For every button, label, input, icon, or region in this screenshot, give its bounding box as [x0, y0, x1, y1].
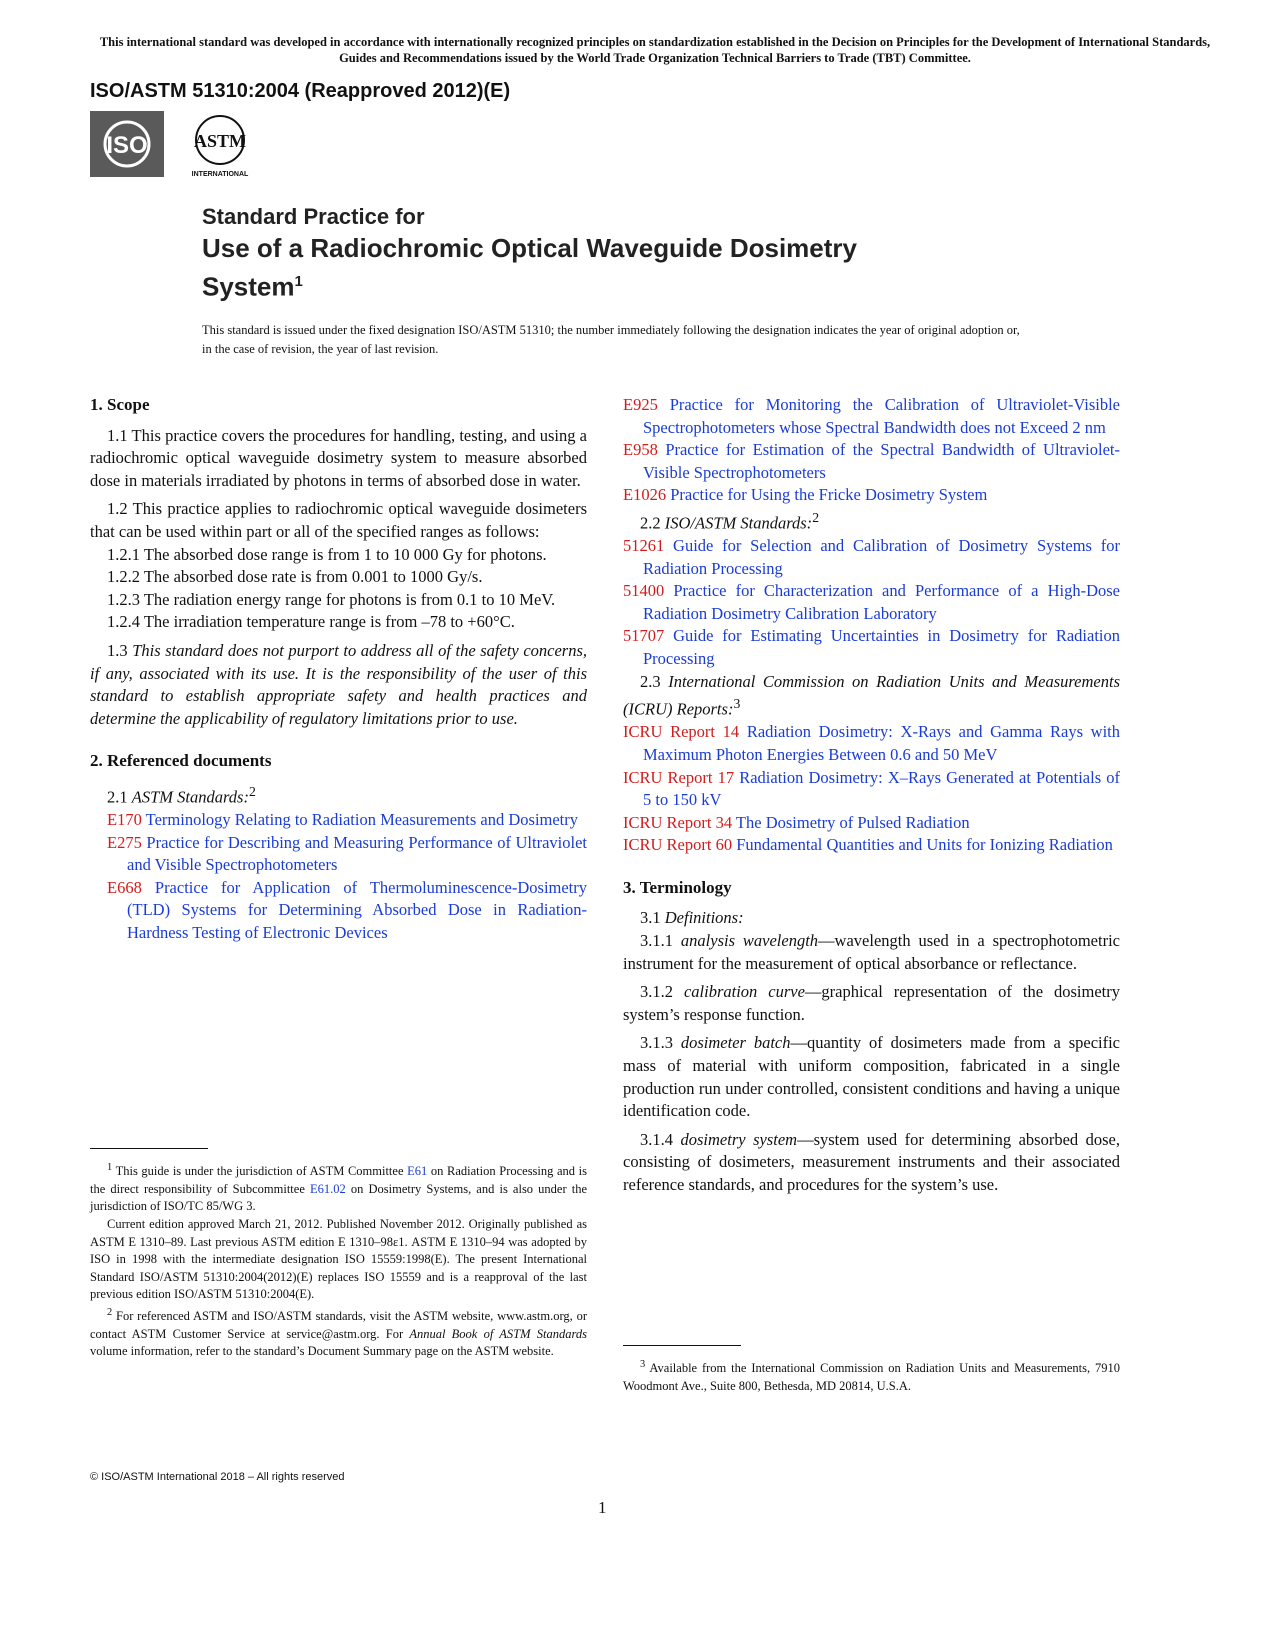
title-line-2: Use of a Radiochromic Optical Waveguide Dosimetry: [202, 233, 857, 263]
ref-e925[interactable]: E925 Practice for Monitoring the Calibration of Ultraviolet-Visible Spectrophotometers whose Spectral Bandwidth does not Exceed 2 nm: [623, 395, 1121, 437]
right-column: [623, 394, 1120, 1203]
ref-e668[interactable]: E668 Practice for Application of Thermoluminescence-Dosimetry (TLD) Systems for Determining Absorbed Dose in Radiation-Hardness Testing of Electronic Devices: [107, 877, 588, 942]
left-column: [90, 394, 587, 945]
link-e61-02[interactable]: E61.02: [310, 1181, 346, 1196]
isoastm-standards-num: 2.2: [640, 513, 661, 533]
page-number: 1: [598, 1498, 607, 1517]
ref-e958[interactable]: E958 Practice for Estimation of the Spectral Bandwidth of Ultraviolet-Visible Spectrophotometers: [623, 440, 1120, 482]
title-footnote-mark: 1: [294, 273, 303, 290]
iso-logo-text: ISO: [106, 132, 148, 159]
title-line-3: System: [202, 271, 295, 302]
footnote-rule-left: [90, 1148, 208, 1149]
scope-1-1: 1.1 This practice covers the procedures for handling, testing, and using a radiochromic optical waveguide dosimetry system to measure absorbed dose in materials irradiated by photons in terms of absorbed dose in water.: [90, 425, 587, 490]
scope-heading: 1. Scope: [90, 395, 150, 414]
scope-1-3-num: 1.3: [107, 640, 128, 660]
icru-label: International Commission on Radiation Units and Measurements (ICRU) Reports:: [623, 671, 1120, 719]
icru-mark: 3: [733, 696, 741, 712]
referenced-heading: 2. Referenced documents: [90, 751, 272, 771]
ref-51707[interactable]: 51707 Guide for Estimating Uncertainties in Dosimetry for Radiation Processing: [623, 626, 1121, 669]
definitions-num: 3.1: [640, 908, 661, 928]
astm-standards-num: 2.1: [107, 787, 128, 807]
astm-logo-text: ASTM: [193, 131, 247, 151]
ref-icru-14[interactable]: ICRU Report 14 Radiation Dosimetry: X-Rays and Gamma Rays with Maximum Photon Energies Between 0.6 and 50 MeV: [623, 722, 1120, 764]
icru-num: 2.3: [640, 671, 661, 691]
scope-1-3: This standard does not purport to address all of the safety concerns, if any, associated with its use. It is the responsibility of the user of this standard to establish appropriate safety and health practices and determine the applicability of regulatory limitations prior to use.: [90, 640, 588, 728]
trade-notice: This international standard was developed in accordance with internationally recognized principles on standardization established in the Decision on Principles for the Development of International Standards, Guides and Recommendations issued by the World Trade Organization Technical Barriers to Trade (TBT) Committee.: [99, 35, 1211, 65]
ref-e1026[interactable]: E1026 Practice for Using the Fricke Dosimetry System: [623, 485, 988, 505]
definitions-label: Definitions:: [664, 908, 744, 928]
scope-1-2: 1.2 This practice applies to radiochromic optical waveguide dosimeters that can be used within part or all of the specified ranges as follows:: [90, 499, 587, 541]
link-e61[interactable]: E61: [407, 1164, 428, 1179]
astm-logo-subtext: INTERNATIONAL: [191, 171, 249, 178]
scope-1-2-2: 1.2.2 The absorbed dose rate is from 0.001 to 1000 Gy/s.: [107, 567, 483, 587]
footnote-1-edition: Current edition approved March 21, 2012. Published November 2012. Originally published as ASTM E 1310–89. Last previous ASTM edition E 1310–98ε1. ASTM E 1310–94 was adopted by ISO in 1998 with the intermediate designation ISO 15559:1998(E). The present International Standard ISO/ASTM 51310:2004(2012)(E) replaces ISO 15559 and is a reapproval of the last previous edition ISO/ASTM 51310:2004(E).: [90, 1216, 587, 1302]
scope-1-2-3: 1.2.3 The radiation energy range for photons is from 0.1 to 10 MeV.: [107, 589, 556, 609]
ref-icru-60[interactable]: ICRU Report 60 Fundamental Quantities and Units for Ionizing Radiation: [623, 835, 1113, 855]
title-line-1: Standard Practice for: [202, 204, 425, 229]
isoastm-standards-label: ISO/ASTM Standards:: [664, 513, 813, 533]
ref-51400[interactable]: 51400 Practice for Characterization and Performance of a High-Dose Radiation Dosimetry Calibration Laboratory: [623, 581, 1121, 623]
iso-logo: [90, 111, 164, 177]
footnotes-right: [623, 1356, 1120, 1395]
footnotes-left: [90, 1159, 587, 1361]
ref-e275[interactable]: E275 Practice for Describing and Measuring Performance of Ultraviolet and Visible Spectrophotometers: [107, 832, 587, 875]
term-3-1-3: 3.1.3 dosimeter batch—quantity of dosimeters made from a specific mass of material with uniform composition, fabricated in a single production run under controlled, consistent conditions and having a unique identification code.: [623, 1033, 1121, 1121]
scope-1-2-1: 1.2.1 The absorbed dose range is from 1 to 10 000 Gy for photons.: [107, 544, 547, 564]
astm-standards-mark: 2: [248, 783, 256, 799]
footnote-1: $^1$ This guide is under the jurisdiction of ASTM Committee E61 on Radiation Processing and is the direct responsibility of Subcommittee E61.02 on Dosimetry Systems, and is also under the jurisdiction of ISO/TC 85/WG 3.: [90, 1162, 588, 1214]
ref-icru-34[interactable]: ICRU Report 34 The Dosimetry of Pulsed Radiation: [623, 812, 970, 832]
copyright: © ISO/ASTM International 2018 – All rights reserved: [90, 1471, 345, 1483]
ref-51261[interactable]: 51261 Guide for Selection and Calibration of Dosimetry Systems for Radiation Processing: [623, 536, 1120, 578]
terminology-heading: 3. Terminology: [623, 877, 732, 897]
ref-icru-17[interactable]: ICRU Report 17 Radiation Dosimetry: X–Rays Generated at Potentials of 5 to 150 kV: [623, 767, 1120, 810]
footnote-2: $^2$ For referenced ASTM and ISO/ASTM standards, visit the ASTM website, www.astm.org, or contact ASTM Customer Service at service@astm.org. For Annual Book of ASTM Standards volume information, refer to the standard’s Document Summary page on the ASTM website.: [90, 1306, 587, 1359]
standard-designation: ISO/ASTM 51310:2004 (Reapproved 2012)(E): [90, 80, 511, 102]
document-title: [202, 203, 857, 304]
footnote-rule-right: [623, 1345, 741, 1346]
isoastm-standards-mark: 2: [812, 509, 820, 525]
term-3-1-2: 3.1.2 calibration curve—graphical representation of the dosimetry system’s response function.: [623, 982, 1120, 1024]
astm-standards-label: ASTM Standards:: [131, 787, 249, 807]
astm-logo: [180, 110, 260, 180]
term-3-1-1: 3.1.1 analysis wavelength—wavelength used in a spectrophotometric instrument for the measurement of optical absorbance or reflectance.: [623, 931, 1120, 973]
ref-e170[interactable]: E170 Terminology Relating to Radiation Measurements and Dosimetry: [107, 810, 579, 829]
footnote-3: $^3$ Available from the International Commission on Radiation Units and Measurements, 7910 Woodmont Ave., Suite 800, Bethesda, MD 20814, U.S.A.: [623, 1359, 1120, 1393]
scope-1-2-4: 1.2.4 The irradiation temperature range is from –78 to +60°C.: [107, 612, 515, 632]
term-3-1-4: 3.1.4 dosimetry system—system used for determining absorbed dose, consisting of dosimeters, measurement instruments and their associated reference standards, and procedures for the system’s use.: [623, 1129, 1120, 1194]
issued-note: This standard is issued under the fixed designation ISO/ASTM 51310; the number immediately following the designation indicates the year of original adoption or, in the case of revision, the year of last revision.: [202, 323, 1020, 356]
